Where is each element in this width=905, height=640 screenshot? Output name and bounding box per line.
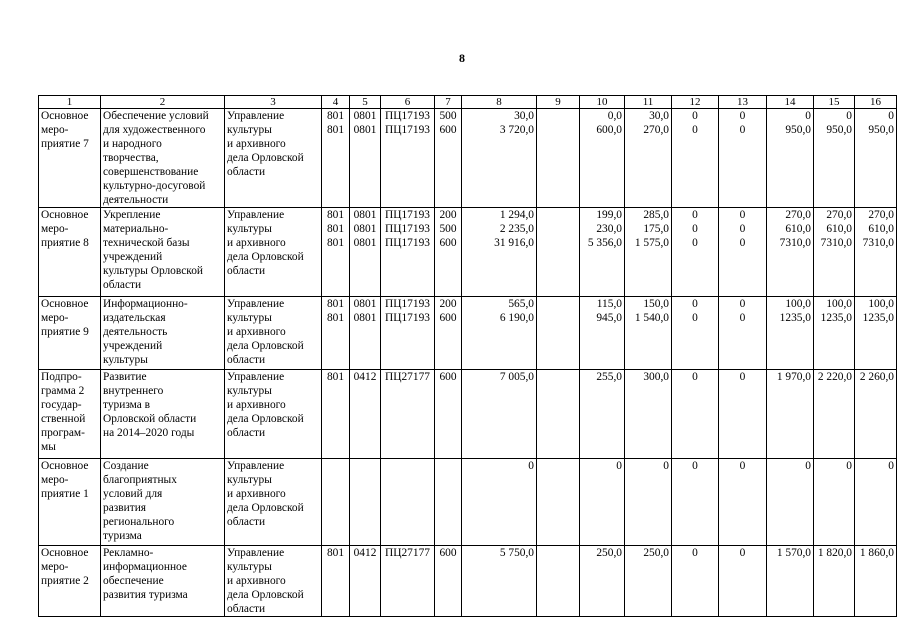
amount-cell: 2 220,0 [814, 370, 855, 459]
code-cell: ПЦ17193 ПЦ17193 [381, 109, 435, 208]
table-row [39, 297, 897, 370]
column-header: 16 [855, 96, 897, 109]
amount-cell: 0 950,0 [855, 109, 897, 208]
column-header: 14 [767, 96, 814, 109]
column-header: 10 [580, 96, 625, 109]
amount-cell: 0 950,0 [767, 109, 814, 208]
executor-cell: Управление культуры и архивного дела Орловской области [225, 297, 322, 370]
amount-cell: 5 750,0 [462, 546, 537, 617]
code-cell [350, 459, 381, 546]
amount-cell: 0 [672, 546, 719, 617]
amount-cell: 1 294,0 2 235,0 31 916,0 [462, 208, 537, 297]
column-header: 8 [462, 96, 537, 109]
amount-cell: 100,0 1235,0 [855, 297, 897, 370]
activity-name-cell: Информационно- издательская деятельность учреждений культуры [101, 297, 225, 370]
code-cell: 801 801 801 [322, 208, 350, 297]
amount-cell [537, 109, 580, 208]
column-header: 15 [814, 96, 855, 109]
activity-type-cell: Основное меро- приятие 1 [39, 459, 101, 546]
page-number: 8 [459, 51, 465, 65]
code-cell [322, 459, 350, 546]
amount-cell: 0 0 0 [672, 208, 719, 297]
code-cell: ПЦ17193 ПЦ17193 [381, 297, 435, 370]
column-header: 13 [719, 96, 767, 109]
amount-cell: 0 [625, 459, 672, 546]
code-cell: 801 [322, 546, 350, 617]
amount-cell: 2 260,0 [855, 370, 897, 459]
table-row [39, 109, 897, 208]
executor-cell: Управление культуры и архивного дела Орловской области [225, 109, 322, 208]
column-header: 1 [39, 96, 101, 109]
amount-cell [537, 370, 580, 459]
activity-name-cell: Создание благоприятных условий для развития регионального туризма [101, 459, 225, 546]
amount-cell [537, 546, 580, 617]
amount-cell: 0,0 600,0 [580, 109, 625, 208]
amount-cell: 199,0 230,0 5 356,0 [580, 208, 625, 297]
amount-cell: 270,0 610,0 7310,0 [814, 208, 855, 297]
amount-cell: 150,0 1 540,0 [625, 297, 672, 370]
amount-cell: 100,0 1235,0 [767, 297, 814, 370]
amount-cell: 0 [855, 459, 897, 546]
amount-cell: 7 005,0 [462, 370, 537, 459]
amount-cell: 30,0 270,0 [625, 109, 672, 208]
activity-type-cell: Подпро- грамма 2 государ- ственной програм- мы [39, 370, 101, 459]
amount-cell: 1 820,0 [814, 546, 855, 617]
amount-cell: 0 0 [719, 297, 767, 370]
activity-type-cell: Основное меро- приятие 7 [39, 109, 101, 208]
column-header: 12 [672, 96, 719, 109]
code-cell: ПЦ27177 [381, 370, 435, 459]
column-header: 5 [350, 96, 381, 109]
code-cell: 500 600 [435, 109, 462, 208]
code-cell: 0412 [350, 546, 381, 617]
executor-cell: Управление культуры и архивного дела Орловской области [225, 370, 322, 459]
amount-cell: 1 570,0 [767, 546, 814, 617]
amount-cell: 285,0 175,0 1 575,0 [625, 208, 672, 297]
amount-cell: 0 [672, 370, 719, 459]
amount-cell: 250,0 [625, 546, 672, 617]
code-cell: 0801 0801 0801 [350, 208, 381, 297]
code-cell: ПЦ17193 ПЦ17193 ПЦ17193 [381, 208, 435, 297]
column-header: 7 [435, 96, 462, 109]
column-header: 4 [322, 96, 350, 109]
activity-type-cell: Основное меро- приятие 2 [39, 546, 101, 617]
amount-cell: 565,0 6 190,0 [462, 297, 537, 370]
code-cell: 0801 0801 [350, 297, 381, 370]
code-cell: 0412 [350, 370, 381, 459]
amount-cell: 300,0 [625, 370, 672, 459]
code-cell: 0801 0801 [350, 109, 381, 208]
table-row [39, 208, 897, 297]
table-row [39, 546, 897, 617]
activity-name-cell: Рекламно- информационное обеспечение развития туризма [101, 546, 225, 617]
amount-cell: 0 [719, 546, 767, 617]
header-row [39, 96, 897, 109]
code-cell [435, 459, 462, 546]
amount-cell [537, 297, 580, 370]
activity-name-cell: Укрепление материально- технической базы учреждений культуры Орловской области [101, 208, 225, 297]
amount-cell: 0 [672, 459, 719, 546]
code-cell: ПЦ27177 [381, 546, 435, 617]
amount-cell [537, 208, 580, 297]
amount-cell: 250,0 [580, 546, 625, 617]
amount-cell: 0 [580, 459, 625, 546]
amount-cell: 115,0 945,0 [580, 297, 625, 370]
budget-table [38, 95, 897, 617]
amount-cell: 255,0 [580, 370, 625, 459]
amount-cell: 0 [719, 370, 767, 459]
code-cell: 600 [435, 546, 462, 617]
amount-cell: 0 0 [672, 109, 719, 208]
amount-cell [537, 459, 580, 546]
activity-type-cell: Основное меро- приятие 8 [39, 208, 101, 297]
amount-cell: 0 [814, 459, 855, 546]
activity-name-cell: Развитие внутреннего туризма в Орловской области на 2014–2020 годы [101, 370, 225, 459]
code-cell: 200 500 600 [435, 208, 462, 297]
amount-cell: 0 [767, 459, 814, 546]
executor-cell: Управление культуры и архивного дела Орловской области [225, 459, 322, 546]
amount-cell: 270,0 610,0 7310,0 [855, 208, 897, 297]
code-cell: 801 801 [322, 297, 350, 370]
amount-cell: 270,0 610,0 7310,0 [767, 208, 814, 297]
column-header: 9 [537, 96, 580, 109]
code-cell: 801 801 [322, 109, 350, 208]
code-cell: 600 [435, 370, 462, 459]
code-cell: 801 [322, 370, 350, 459]
amount-cell: 0 0 [719, 109, 767, 208]
amount-cell: 100,0 1235,0 [814, 297, 855, 370]
amount-cell: 0 0 [672, 297, 719, 370]
amount-cell: 1 970,0 [767, 370, 814, 459]
activity-name-cell: Обеспечение условий для художественного и народного творчества, совершенствование культурно-досуговой деятельности [101, 109, 225, 208]
table-row [39, 459, 897, 546]
code-cell: 200 600 [435, 297, 462, 370]
column-header: 2 [101, 96, 225, 109]
column-header: 6 [381, 96, 435, 109]
amount-cell: 30,0 3 720,0 [462, 109, 537, 208]
code-cell [381, 459, 435, 546]
activity-type-cell: Основное меро- приятие 9 [39, 297, 101, 370]
amount-cell: 0 [462, 459, 537, 546]
amount-cell: 0 0 0 [719, 208, 767, 297]
amount-cell: 0 [719, 459, 767, 546]
amount-cell: 1 860,0 [855, 546, 897, 617]
executor-cell: Управление культуры и архивного дела Орловской области [225, 208, 322, 297]
column-header: 3 [225, 96, 322, 109]
table-row [39, 370, 897, 459]
amount-cell: 0 950,0 [814, 109, 855, 208]
column-header: 11 [625, 96, 672, 109]
executor-cell: Управление культуры и архивного дела Орловской области [225, 546, 322, 617]
